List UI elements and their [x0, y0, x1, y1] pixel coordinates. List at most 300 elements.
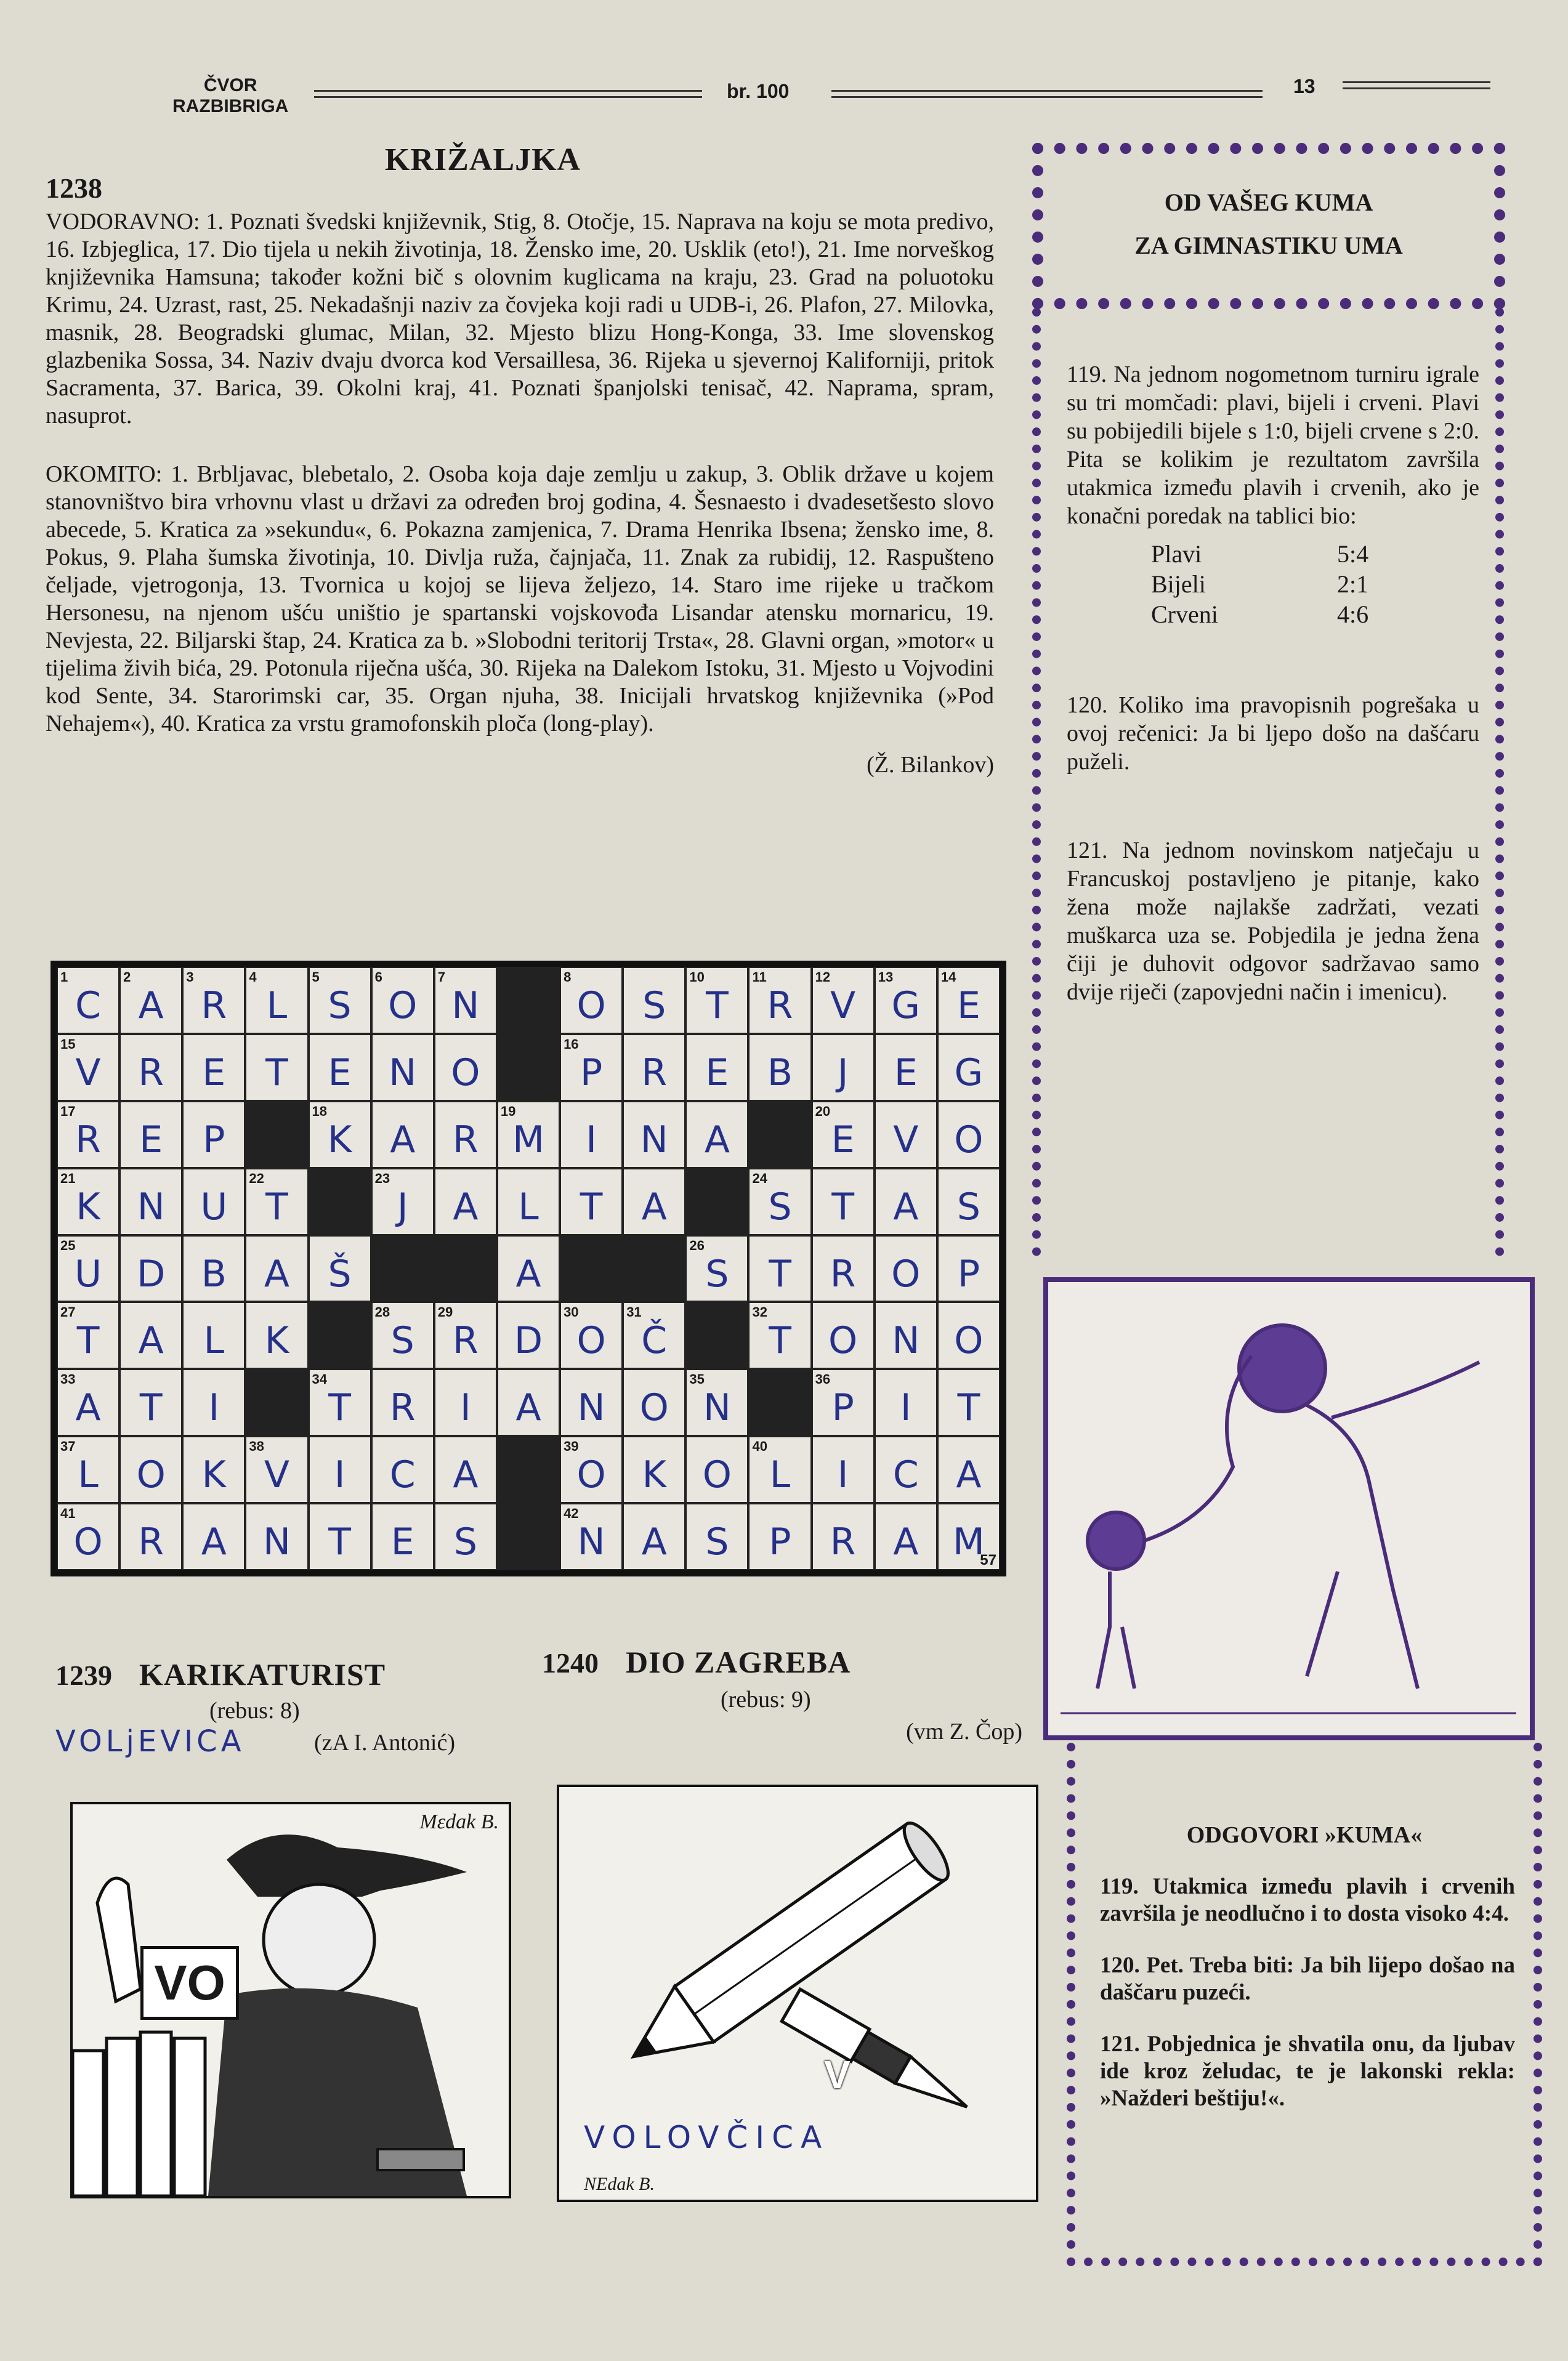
grid-cell[interactable]	[497, 1101, 560, 1168]
answers-title: ODGOVORI »KUMA«	[1186, 1822, 1423, 1848]
handwritten-letter: R	[767, 984, 793, 1027]
handwritten-letter: P	[831, 1386, 854, 1430]
grid-cell[interactable]	[685, 1369, 748, 1436]
grid-cell[interactable]	[560, 1436, 623, 1503]
question-121: 121. Na jednom novinskom natječaju u Francuskoj postavljeno je pitanje, kako žena može najlakše zadržati, vezati muškarca uza se. Pobjedila je jedna žena čiji je duhovit odgovor sadržavao samo dvije riječi (zapovjedni način i imenicu).	[1067, 837, 1479, 1005]
cell-number: 38	[249, 1439, 264, 1455]
handwritten-letter: A	[390, 1118, 416, 1161]
rebus-title: DIO ZAGREBA	[626, 1645, 851, 1679]
grid-block-cell	[560, 1235, 623, 1302]
grid-cell[interactable]	[309, 1034, 371, 1101]
handwritten-letter: T	[831, 1185, 854, 1229]
grid-cell[interactable]	[371, 1302, 434, 1369]
magazine-name	[172, 75, 288, 117]
grid-cell[interactable]	[748, 1302, 811, 1369]
cell-number: 6	[374, 969, 382, 985]
kum-title-box	[1032, 143, 1505, 309]
answer-121: 121. Pobjednica je shvatila onu, da ljubav ide kroz želudac, te je lakonski rekla: »Nažderi beštiju!«.	[1100, 2032, 1515, 2111]
grid-cell[interactable]	[748, 1503, 811, 1570]
cell-number: 7	[437, 969, 446, 985]
grid-block-cell	[497, 967, 560, 1034]
handwritten-letter: V	[830, 984, 856, 1027]
cell-number: 31	[626, 1304, 642, 1320]
grid-cell[interactable]	[371, 1503, 434, 1570]
grid-cell[interactable]	[497, 1235, 560, 1302]
grid-cell[interactable]	[182, 967, 245, 1034]
grid-block-cell	[748, 1101, 811, 1168]
grid-cell[interactable]	[875, 1235, 937, 1302]
handwritten-letter: U	[75, 1252, 102, 1296]
grid-cell[interactable]	[623, 1369, 685, 1436]
grid-cell[interactable]	[685, 1503, 748, 1570]
grid-cell[interactable]	[937, 1235, 1000, 1302]
grid-cell[interactable]	[560, 967, 623, 1034]
handwritten-letter: N	[640, 1118, 668, 1161]
handwritten-letter: T	[265, 1185, 288, 1229]
handwritten-letter: S	[328, 984, 352, 1027]
handwritten-letter: A	[641, 1520, 667, 1564]
kum-title-2: ZA GIMNASTIKU UMA	[1134, 232, 1403, 259]
grid-cell[interactable]	[434, 1503, 497, 1570]
grid-cell[interactable]	[371, 1436, 434, 1503]
magazine-name-line2: RAZBIBRIGA	[172, 96, 289, 116]
magazine-name-line1: ČVOR	[203, 75, 257, 95]
cell-number: 40	[752, 1439, 767, 1455]
handwritten-letter: Č	[641, 1319, 668, 1363]
grid-block-cell	[748, 1369, 811, 1436]
grid-cell[interactable]	[812, 1369, 875, 1436]
rebus-number: 1240	[542, 1647, 599, 1679]
grid-cell[interactable]	[57, 1302, 119, 1369]
grid-cell[interactable]	[875, 1101, 937, 1168]
crossword-section	[46, 142, 994, 778]
handwritten-letter: R	[389, 1386, 416, 1430]
handwritten-letter: E	[956, 984, 980, 1027]
grid-cell[interactable]	[182, 1503, 245, 1570]
grid-cell[interactable]	[685, 1235, 748, 1302]
grid-cell[interactable]	[497, 1369, 560, 1436]
handwritten-letter: D	[137, 1252, 166, 1296]
grid-cell[interactable]	[309, 1369, 371, 1436]
handwritten-letter: S	[642, 984, 666, 1027]
rebus-1239	[55, 1657, 523, 1761]
grid-block-cell	[434, 1235, 497, 1302]
cell-number: 35	[689, 1371, 705, 1387]
grid-block-cell	[497, 1503, 560, 1570]
handwritten-letter: L	[78, 1453, 99, 1497]
cell-number: 27	[60, 1304, 76, 1320]
grid-cell[interactable]	[685, 967, 748, 1034]
kum-title-1: OD VAŠEG KUMA	[1164, 188, 1373, 216]
grid-cell[interactable]	[182, 1034, 245, 1101]
handwritten-letter: N	[703, 1386, 731, 1430]
handwritten-letter: M	[512, 1118, 544, 1161]
handwritten-letter: B	[767, 1051, 793, 1094]
grid-cell[interactable]	[434, 1034, 497, 1101]
handwritten-letter: V	[264, 1453, 289, 1497]
answers-box	[1067, 1743, 1542, 2266]
grid-cell[interactable]	[57, 1436, 119, 1503]
handwritten-letter: S	[390, 1319, 414, 1363]
grid-cell[interactable]	[57, 967, 119, 1034]
handwritten-letter: A	[264, 1252, 289, 1296]
handwritten-letter: T	[328, 1520, 351, 1564]
grid-cell[interactable]	[875, 1369, 937, 1436]
grid-cell[interactable]	[309, 1436, 371, 1503]
grid-block-cell	[685, 1302, 748, 1369]
cell-number: 32	[752, 1304, 767, 1320]
handwritten-letter: A	[515, 1386, 541, 1430]
handwritten-letter: T	[769, 1319, 791, 1363]
grid-cell[interactable]	[623, 1503, 685, 1570]
crossword-across-clues: VODORAVNO: 1. Poznati švedski književnik, Stig, 8. Otočje, 15. Naprava na koju se mota predivo, 16. Izbjeglica, 17. Dio tijela u nekih životinja, 18. Žensko ime, 20. Usklik (eto!), 21. Ime norveškog književnika Hamsuna; također kožni bič s olovnim kuglicama na kraju, 23. Grad na poluotoku Krimu, 24. Uzrast, rast, 25. Nekadašnji naziv za čovjeka koji radi u UDB-i, 26. Plafon, 27. Milovka, masnik, 28. Beogradski glumac, Milan, 32. Mjesto blizu Hong-Konga, 33. Ime slovenskog glazbenika Sossa, 34. Naziv dvaju dvorca kod Versaillesa, 36. Rijeka u sjevernoj Kaliforniji, pritok Sacramenta, 37. Barica, 39. Okolni kraj, 41. Poznati španjolski tenisač, 42. Naprama, spram, nasuprot.	[46, 209, 994, 429]
crossword-title: KRIŽALJKA	[384, 142, 581, 177]
grid-cell[interactable]	[57, 1503, 119, 1570]
grid-cell[interactable]	[371, 1369, 434, 1436]
grid-cell[interactable]	[119, 1168, 182, 1235]
grid-cell[interactable]	[937, 1168, 1000, 1235]
grid-cell[interactable]	[623, 1101, 685, 1168]
grid-cell[interactable]	[245, 1302, 308, 1369]
handwritten-letter: N	[577, 1520, 605, 1564]
grid-cell[interactable]	[182, 1101, 245, 1168]
artist-signature: Mεdak B.	[419, 1810, 499, 1833]
handwritten-letter: D	[514, 1319, 543, 1363]
handwritten-letter: A	[138, 984, 164, 1027]
grid-cell[interactable]	[937, 1302, 1000, 1369]
grid-cell[interactable]	[119, 1302, 182, 1369]
grid-cell[interactable]	[371, 1168, 434, 1235]
grid-cell[interactable]	[57, 1369, 119, 1436]
cell-number: 26	[689, 1237, 705, 1253]
team-score: 5:4	[1337, 540, 1369, 568]
handwritten-letter: N	[263, 1520, 291, 1564]
handwritten-letter: R	[453, 1319, 479, 1363]
header-rule	[831, 90, 1263, 92]
grid-cell[interactable]	[748, 1034, 811, 1101]
grid-cell[interactable]	[119, 1034, 182, 1101]
handwritten-letter: A	[641, 1185, 667, 1229]
grid-cell[interactable]	[937, 1101, 1000, 1168]
handwritten-letter: M	[953, 1520, 985, 1564]
handwritten-letter: O	[891, 1252, 921, 1296]
athlete-drawing	[1048, 1282, 1530, 1735]
handwritten-letter: T	[328, 1386, 351, 1430]
grid-cell[interactable]	[623, 1168, 685, 1235]
grid-cell[interactable]	[57, 1235, 119, 1302]
handwritten-letter: E	[831, 1118, 855, 1161]
handwritten-letter: L	[518, 1185, 539, 1229]
cell-number: 39	[564, 1439, 579, 1455]
grid-cell[interactable]	[685, 1436, 748, 1503]
cell-number: 30	[564, 1304, 579, 1320]
grid-cell[interactable]	[182, 1235, 245, 1302]
question-119: 119. Na jednom nogometnom turniru igrale su tri momčadi: plavi, bijeli i crveni. Plavi su pobijedili bijele s 1:0, bijeli crvene s 2:0. Pita se kolikim je rezultatom završila utakmica između plavih i crvenih, ako je konačni poredak na tablici bio:	[1067, 361, 1479, 529]
cell-number: 19	[500, 1103, 516, 1119]
grid-cell[interactable]	[560, 1101, 623, 1168]
handwritten-answer: VOLjEVICA	[55, 1724, 245, 1759]
grid-cell[interactable]	[434, 1101, 497, 1168]
grid-block-cell	[623, 1235, 685, 1302]
team-name: Plavi	[1151, 540, 1202, 568]
handwritten-letter: A	[704, 1118, 730, 1161]
grid-cell[interactable]	[937, 1436, 1000, 1503]
grid-cell[interactable]	[748, 1235, 811, 1302]
grid-cell[interactable]	[245, 1168, 308, 1235]
handwritten-letter: S	[956, 1185, 980, 1229]
rebus-subtitle: (rebus: 9)	[721, 1687, 811, 1713]
grid-cell[interactable]	[57, 1034, 119, 1101]
handwritten-letter: L	[266, 984, 288, 1027]
handwritten-letter: S	[453, 1520, 477, 1564]
handwritten-letter: T	[957, 1386, 980, 1430]
cell-number: 42	[564, 1506, 579, 1522]
pen-letter: V	[824, 2052, 851, 2097]
grid-cell[interactable]	[497, 1302, 560, 1369]
page-number: 13	[1293, 75, 1315, 97]
handwritten-letter: A	[138, 1319, 164, 1363]
grid-block-cell	[309, 1168, 371, 1235]
handwritten-letter: A	[453, 1185, 479, 1229]
grid-cell[interactable]	[812, 967, 875, 1034]
cell-number: 16	[564, 1036, 579, 1052]
grid-cell[interactable]	[875, 1436, 937, 1503]
grid-corner-number: 57	[980, 1552, 996, 1568]
grid-cell[interactable]	[182, 1369, 245, 1436]
grid-cell[interactable]	[245, 1034, 308, 1101]
handwritten-letter: I	[334, 1453, 346, 1497]
athlete-illustration	[1043, 1277, 1535, 1740]
grid-cell[interactable]	[812, 1436, 875, 1503]
cell-number: 14	[940, 969, 956, 985]
handwritten-letter: P	[203, 1118, 225, 1161]
grid-cell[interactable]	[309, 1235, 371, 1302]
grid-cell[interactable]	[812, 1168, 875, 1235]
handwritten-letter: O	[954, 1118, 984, 1161]
crossword-down-clues: OKOMITO: 1. Brbljavac, blebetalo, 2. Osoba koja daje zemlju u zakup, 3. Oblik države u kojem stanovništvo bira vrhovnu vlast u državi za određen broj godina, 4. Šesnaesto i dvadesetšesto slovo abecede, 5. Kratica za »sekundu«, 6. Pokazna zamjenica, 7. Drama Henrika Ibsena; žensko ime, 8. Pokus, 9. Plaha šumska životinja, 10. Divlja ruža, čajnjača, 11. Znak za rubidij, 12. Raspušteno čeljade, vjetrogonja, 13. Tvornica u kojoj se lijeva željezo, 14. Staro ime rijeke u tračkom Hersonesu, na njenom ušću uništio je spartanski vojskovođa Lisandar atensku mornaricu, 19. Nevjesta, 22. Biljarski štap, 24. Kratica za b. »Slobodni teritorij Trsta«, 28. Glavni organ, »motor« u tijelima živih bića, 29. Potonula riječna ušća, 30. Rijeka na Dalekom Istoku, 31. Mjesto u Vojvodini kod Sente, 34. Starorimski car, 35. Organ njuha, 38. Inicijali hrvatskog književnika (»Pod Nehajem«), 40. Kratica za vrstu gramofonskih ploča (long-play).	[46, 461, 994, 737]
grid-cell[interactable]	[119, 1503, 182, 1570]
issue-number: br. 100	[727, 80, 790, 102]
handwritten-letter: O	[702, 1453, 732, 1497]
crossword-grid	[51, 961, 1006, 1576]
cell-number: 20	[815, 1103, 831, 1119]
grid-cell[interactable]	[497, 1168, 560, 1235]
grid-cell[interactable]	[119, 1369, 182, 1436]
handwritten-letter: E	[328, 1051, 352, 1094]
header-rule	[314, 96, 702, 98]
grid-cell[interactable]	[309, 1101, 371, 1168]
handwritten-letter: O	[639, 1386, 669, 1430]
grid-cell[interactable]	[875, 967, 937, 1034]
handwritten-letter: I	[460, 1386, 471, 1430]
grid-cell[interactable]	[119, 1101, 182, 1168]
team-name: Bijeli	[1151, 570, 1206, 598]
crossword-author: (Ž. Bilankov)	[867, 752, 994, 778]
grid-cell[interactable]	[748, 967, 811, 1034]
grid-cell[interactable]	[245, 1436, 308, 1503]
grid-cell[interactable]	[685, 1034, 748, 1101]
handwritten-letter: C	[892, 1453, 919, 1497]
cell-number: 10	[689, 969, 705, 985]
grid-cell[interactable]	[875, 1034, 937, 1101]
crossword-number: 1238	[46, 172, 102, 204]
handwritten-letter: U	[200, 1185, 228, 1229]
handwritten-letter: S	[705, 1520, 729, 1564]
handwritten-letter: I	[208, 1386, 220, 1430]
cell-number: 1	[60, 969, 68, 985]
grid-cell[interactable]	[623, 1436, 685, 1503]
handwritten-letter: T	[265, 1051, 288, 1094]
handwritten-letter: A	[893, 1185, 919, 1229]
handwritten-letter: I	[900, 1386, 911, 1430]
handwritten-letter: O	[954, 1319, 984, 1363]
grid-cell[interactable]	[812, 1302, 875, 1369]
question-120: 120. Koliko ima pravopisnih pogrešaka u ovoj rečenici: Ja bi ljepo došo na dašćaru puželi.	[1067, 692, 1479, 775]
grid-cell[interactable]	[560, 1503, 623, 1570]
rebus-title: KARIKATURIST	[139, 1657, 386, 1692]
grid-cell[interactable]	[875, 1302, 937, 1369]
handwritten-letter: E	[705, 1051, 729, 1094]
grid-cell[interactable]	[245, 1235, 308, 1302]
handwritten-letter: R	[641, 1051, 668, 1094]
header-rule	[831, 96, 1263, 98]
handwritten-letter: A	[453, 1453, 479, 1497]
handwritten-letter: O	[451, 1051, 480, 1094]
grid-cell[interactable]	[748, 1168, 811, 1235]
grid-cell[interactable]	[371, 1101, 434, 1168]
cell-number: 18	[312, 1103, 328, 1119]
handwritten-letter: N	[577, 1386, 605, 1430]
table-row	[1150, 599, 1369, 629]
handwritten-letter: R	[138, 1520, 164, 1564]
grid-cell[interactable]	[309, 967, 371, 1034]
grid-block-cell	[497, 1436, 560, 1503]
grid-cell[interactable]	[875, 1503, 937, 1570]
handwritten-letter: O	[828, 1319, 858, 1363]
cell-number: 25	[60, 1237, 76, 1253]
grid-cell[interactable]	[434, 1168, 497, 1235]
grid-cell[interactable]	[812, 1503, 875, 1570]
grid-cell[interactable]	[685, 1101, 748, 1168]
grid-cell[interactable]	[560, 1168, 623, 1235]
team-score: 4:6	[1337, 600, 1369, 628]
handwritten-letter: A	[201, 1520, 227, 1564]
pencil-illustration	[557, 1785, 1038, 2202]
grid-cell[interactable]	[560, 1034, 623, 1101]
answer-120: 120. Pet. Treba biti: Ja bih lijepo došao na daščaru puzeći.	[1100, 1953, 1515, 2005]
handwritten-letter: S	[705, 1252, 729, 1296]
standings-table	[1150, 539, 1369, 629]
handwritten-letter: N	[892, 1319, 920, 1363]
grid-cell[interactable]	[119, 967, 182, 1034]
grid-block-cell	[245, 1369, 308, 1436]
grid-cell[interactable]	[937, 1034, 1000, 1101]
grid-cell[interactable]	[57, 1168, 119, 1235]
grid-cell[interactable]	[560, 1302, 623, 1369]
grid-cell[interactable]	[119, 1235, 182, 1302]
handwritten-letter: R	[830, 1520, 856, 1564]
grid-cell[interactable]	[245, 1503, 308, 1570]
handwritten-letter: R	[75, 1118, 101, 1161]
grid-cell[interactable]	[812, 1101, 875, 1168]
handwritten-letter: E	[894, 1051, 918, 1094]
grid-cell[interactable]	[812, 1034, 875, 1101]
grid-cell[interactable]	[182, 1168, 245, 1235]
grid-cell[interactable]	[57, 1101, 119, 1168]
handwritten-letter: R	[830, 1252, 856, 1296]
handwritten-letter: P	[769, 1520, 791, 1564]
handwritten-letter: V	[75, 1051, 101, 1094]
grid-cell[interactable]	[623, 1034, 685, 1101]
handwritten-letter: K	[76, 1185, 100, 1229]
grid-cell[interactable]	[245, 967, 308, 1034]
grid-cell[interactable]	[875, 1168, 937, 1235]
grid-cell[interactable]	[434, 967, 497, 1034]
grid-cell[interactable]	[182, 1436, 245, 1503]
handwritten-letter: E	[202, 1051, 226, 1094]
grid-cell[interactable]	[937, 1369, 1000, 1436]
grid-cell[interactable]	[309, 1503, 371, 1570]
handwritten-letter: R	[201, 984, 227, 1027]
handwritten-letter: O	[576, 1453, 606, 1497]
handwritten-letter: O	[576, 1319, 606, 1363]
grid-cell[interactable]	[560, 1369, 623, 1436]
grid-block-cell	[371, 1235, 434, 1302]
handwritten-letter: G	[891, 984, 921, 1027]
cell-number: 13	[878, 969, 894, 985]
cell-number: 36	[815, 1371, 831, 1387]
cowboy-drawing	[73, 1804, 509, 2196]
left-dotted-border	[1032, 308, 1043, 1256]
handwritten-letter: T	[580, 1185, 603, 1229]
handwritten-letter: L	[769, 1453, 791, 1497]
cell-number: 3	[186, 969, 194, 985]
cell-number: 17	[60, 1103, 76, 1119]
grid-cell[interactable]	[371, 967, 434, 1034]
page-header	[148, 69, 1503, 131]
handwritten-letter: A	[893, 1520, 919, 1564]
handwritten-letter: I	[586, 1118, 597, 1161]
right-dotted-border	[1495, 308, 1506, 1256]
handwritten-letter: A	[956, 1453, 982, 1497]
cell-number: 41	[60, 1506, 76, 1522]
grid-cell[interactable]	[434, 1302, 497, 1369]
grid-cell[interactable]	[434, 1436, 497, 1503]
handwritten-letter: T	[769, 1252, 791, 1296]
team-name: Crveni	[1151, 600, 1218, 628]
grid-cell[interactable]	[371, 1034, 434, 1101]
handwritten-letter: I	[837, 1453, 849, 1497]
grid-block-cell	[309, 1302, 371, 1369]
handwritten-letter: J	[837, 1051, 849, 1094]
cell-number: 8	[564, 969, 572, 985]
grid-cell[interactable]	[812, 1235, 875, 1302]
cell-number: 34	[312, 1371, 328, 1387]
grid-block-cell	[245, 1101, 308, 1168]
grid-cell[interactable]	[119, 1436, 182, 1503]
grid-cell[interactable]	[434, 1369, 497, 1436]
grid-cell[interactable]	[937, 967, 1000, 1034]
cell-number: 5	[312, 969, 320, 985]
grid-cell[interactable]	[182, 1302, 245, 1369]
grid-cell[interactable]	[748, 1436, 811, 1503]
handwritten-letter: K	[327, 1118, 352, 1161]
grid-cell[interactable]	[623, 967, 685, 1034]
grid-cell[interactable]	[623, 1302, 685, 1369]
cowboy-illustration	[70, 1802, 511, 2198]
cell-number: 37	[60, 1439, 76, 1455]
cell-number: 33	[60, 1371, 76, 1387]
